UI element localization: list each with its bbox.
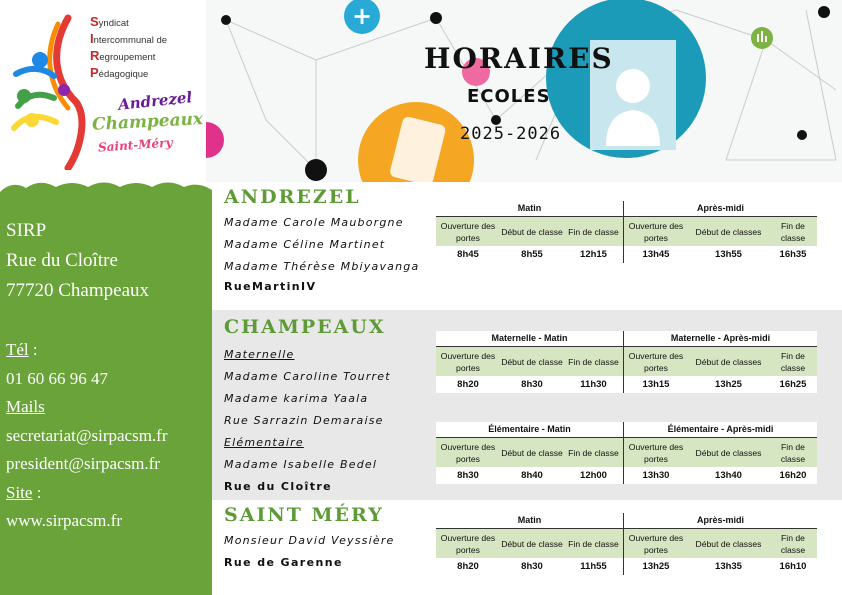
column-header: Fin de classe xyxy=(564,529,624,558)
tel-label: Tél xyxy=(6,340,29,359)
table-row xyxy=(436,376,817,393)
column-header: Fin de classe xyxy=(780,350,806,373)
group-header: Après-midi xyxy=(696,203,744,213)
tel-separator: : xyxy=(28,340,38,359)
logo-town-saint-mery: Saint-Méry xyxy=(97,135,173,155)
section-title-andrezel: ANDREZEL xyxy=(224,186,361,208)
time-cell: 8h45 xyxy=(457,248,479,260)
contact-sidebar xyxy=(0,192,212,595)
section-title-saint-mery: SAINT MÉRY xyxy=(224,504,384,526)
time-cell: 8h20 xyxy=(457,378,479,390)
time-cell: 12h00 xyxy=(564,467,624,484)
logo-cap-r: R xyxy=(90,48,100,63)
header-banner xyxy=(206,0,842,182)
column-header: Début de classe xyxy=(501,226,563,237)
logo-cap-s: S xyxy=(90,14,99,29)
column-header: Fin de classe xyxy=(780,220,806,243)
column-header: Ouverture des portes xyxy=(628,350,684,373)
group-header: Après-midi xyxy=(696,515,744,525)
contact-champeaux-3: Rue Sarrazin Demaraise xyxy=(224,414,384,427)
contact-andrezel-2: Madame Céline Martinet xyxy=(224,238,386,251)
logo-cap-i: I xyxy=(90,31,94,46)
time-cell: 13h40 xyxy=(715,469,742,481)
logo-acronym xyxy=(90,14,167,82)
column-header: Ouverture des portes xyxy=(440,350,496,373)
group-header: Matin xyxy=(436,201,624,216)
time-cell: 16h10 xyxy=(779,560,807,572)
sirp-street: Rue du Cloître xyxy=(6,250,118,271)
column-header: Ouverture des portes xyxy=(628,532,684,555)
table-row xyxy=(436,467,817,484)
sirp-emblem-icon xyxy=(10,10,90,170)
logo-line-1: yndicat xyxy=(98,18,129,29)
time-cell: 13h15 xyxy=(642,378,670,390)
contact-saint-mery-1: Monsieur David Veyssière xyxy=(224,534,395,547)
column-header: Fin de classe xyxy=(564,347,624,376)
contact-andrezel-1: Madame Carole Mauborgne xyxy=(224,216,404,229)
section-title-champeaux: CHAMPEAUX xyxy=(224,316,386,338)
time-cell: 16h20 xyxy=(779,469,807,481)
column-header: Fin de classe xyxy=(780,532,806,555)
column-header: Fin de classe xyxy=(564,438,624,467)
logo-town-champeaux: Champeaux xyxy=(91,109,204,135)
logo-line-3: egroupement xyxy=(99,52,156,63)
column-header: Ouverture des portes xyxy=(628,220,684,243)
mail-secretariat[interactable]: secretariat@sirpacsm.fr xyxy=(6,425,168,445)
time-cell: 13h45 xyxy=(642,248,670,260)
contact-champeaux-2: Madame karima Yaala xyxy=(224,392,369,405)
site-url[interactable]: www.sirpacsm.fr xyxy=(6,511,122,530)
time-cell: 13h35 xyxy=(715,560,742,572)
sirp-city: 77720 Champeaux xyxy=(6,280,150,301)
mails-label: Mails xyxy=(6,397,45,416)
time-cell: 8h55 xyxy=(521,248,543,260)
street-champeaux: Rue du Cloître xyxy=(224,480,333,493)
tel-number[interactable]: 01 60 66 96 47 xyxy=(6,368,108,388)
time-cell: 16h35 xyxy=(779,248,807,260)
column-header: Ouverture des portes xyxy=(628,441,684,464)
group-header: Maternelle - Matin xyxy=(436,331,624,346)
column-header: Début de classes xyxy=(695,226,762,237)
column-header: Début de classes xyxy=(695,356,762,367)
time-cell: 11h30 xyxy=(564,376,624,393)
group-header: Maternelle - Après-midi xyxy=(670,333,771,343)
street-andrezel: RueMartinIV xyxy=(224,280,317,293)
logo-line-4: édagogique xyxy=(98,69,149,80)
contact-champeaux-1: Madame Caroline Tourret xyxy=(224,370,391,383)
time-cell: 13h25 xyxy=(715,378,742,390)
time-cell: 12h15 xyxy=(564,246,624,263)
logo-line-2: ntercommunal de xyxy=(93,35,168,46)
column-header: Début de classe xyxy=(501,356,563,367)
schedule-table-maternelle xyxy=(436,331,817,393)
street-saint-mery: Rue de Garenne xyxy=(224,556,343,569)
school-year: 2025-2026 xyxy=(460,124,562,144)
time-cell: 8h20 xyxy=(457,560,479,572)
column-header: Début de classe xyxy=(501,538,563,549)
mail-president[interactable]: president@sirpacsm.fr xyxy=(6,454,160,473)
sirp-address xyxy=(6,216,149,306)
page-title: HORAIRES xyxy=(424,42,614,75)
contact-champeaux-elementaire: Elémentaire xyxy=(224,436,304,449)
column-header: Fin de classe xyxy=(564,217,624,246)
schedule-table-saint-mery xyxy=(436,513,817,575)
section-andrezel xyxy=(212,182,842,310)
time-cell: 16h25 xyxy=(779,378,807,390)
column-header: Début de classe xyxy=(501,447,563,458)
column-header: Début de classes xyxy=(695,447,762,458)
column-header: Ouverture des portes xyxy=(440,441,496,464)
contact-andrezel-3: Madame Thérèse Mbiyavanga xyxy=(224,260,420,273)
svg-text:+: + xyxy=(351,2,373,30)
group-header: Matin xyxy=(436,513,624,528)
column-header: Ouverture des portes xyxy=(440,220,496,243)
time-cell: 11h55 xyxy=(564,558,624,575)
page-subtitle: ECOLES xyxy=(467,86,551,107)
logo-town-andrezel: Andrezel xyxy=(117,88,193,114)
column-header: Fin de classe xyxy=(780,441,806,464)
logo-cap-p: P xyxy=(90,65,99,80)
time-cell: 8h30 xyxy=(521,378,543,390)
sirp-contact xyxy=(6,336,168,536)
group-header: Élémentaire - Matin xyxy=(436,422,624,437)
contact-champeaux-4: Madame Isabelle Bedel xyxy=(224,458,378,471)
time-cell: 13h30 xyxy=(642,469,670,481)
section-champeaux xyxy=(212,310,842,500)
time-cell: 8h30 xyxy=(521,560,543,572)
column-header: Début de classes xyxy=(695,538,762,549)
schedule-table-elementaire xyxy=(436,422,817,484)
section-saint-mery xyxy=(212,500,842,595)
table-row xyxy=(436,558,817,575)
table-row xyxy=(436,246,817,263)
contact-champeaux-maternelle: Maternelle xyxy=(224,348,295,361)
time-cell: 13h55 xyxy=(715,248,742,260)
logo xyxy=(0,0,212,190)
group-header: Élémentaire - Après-midi xyxy=(667,424,774,434)
sirp-name: SIRP xyxy=(6,220,47,241)
schedule-table-andrezel xyxy=(436,201,817,263)
site-separator: : xyxy=(32,482,42,502)
time-cell: 13h25 xyxy=(642,560,670,572)
site-label: Site xyxy=(6,482,33,502)
time-cell: 8h40 xyxy=(521,469,543,481)
time-cell: 8h30 xyxy=(457,469,479,481)
column-header: Ouverture des portes xyxy=(440,532,496,555)
